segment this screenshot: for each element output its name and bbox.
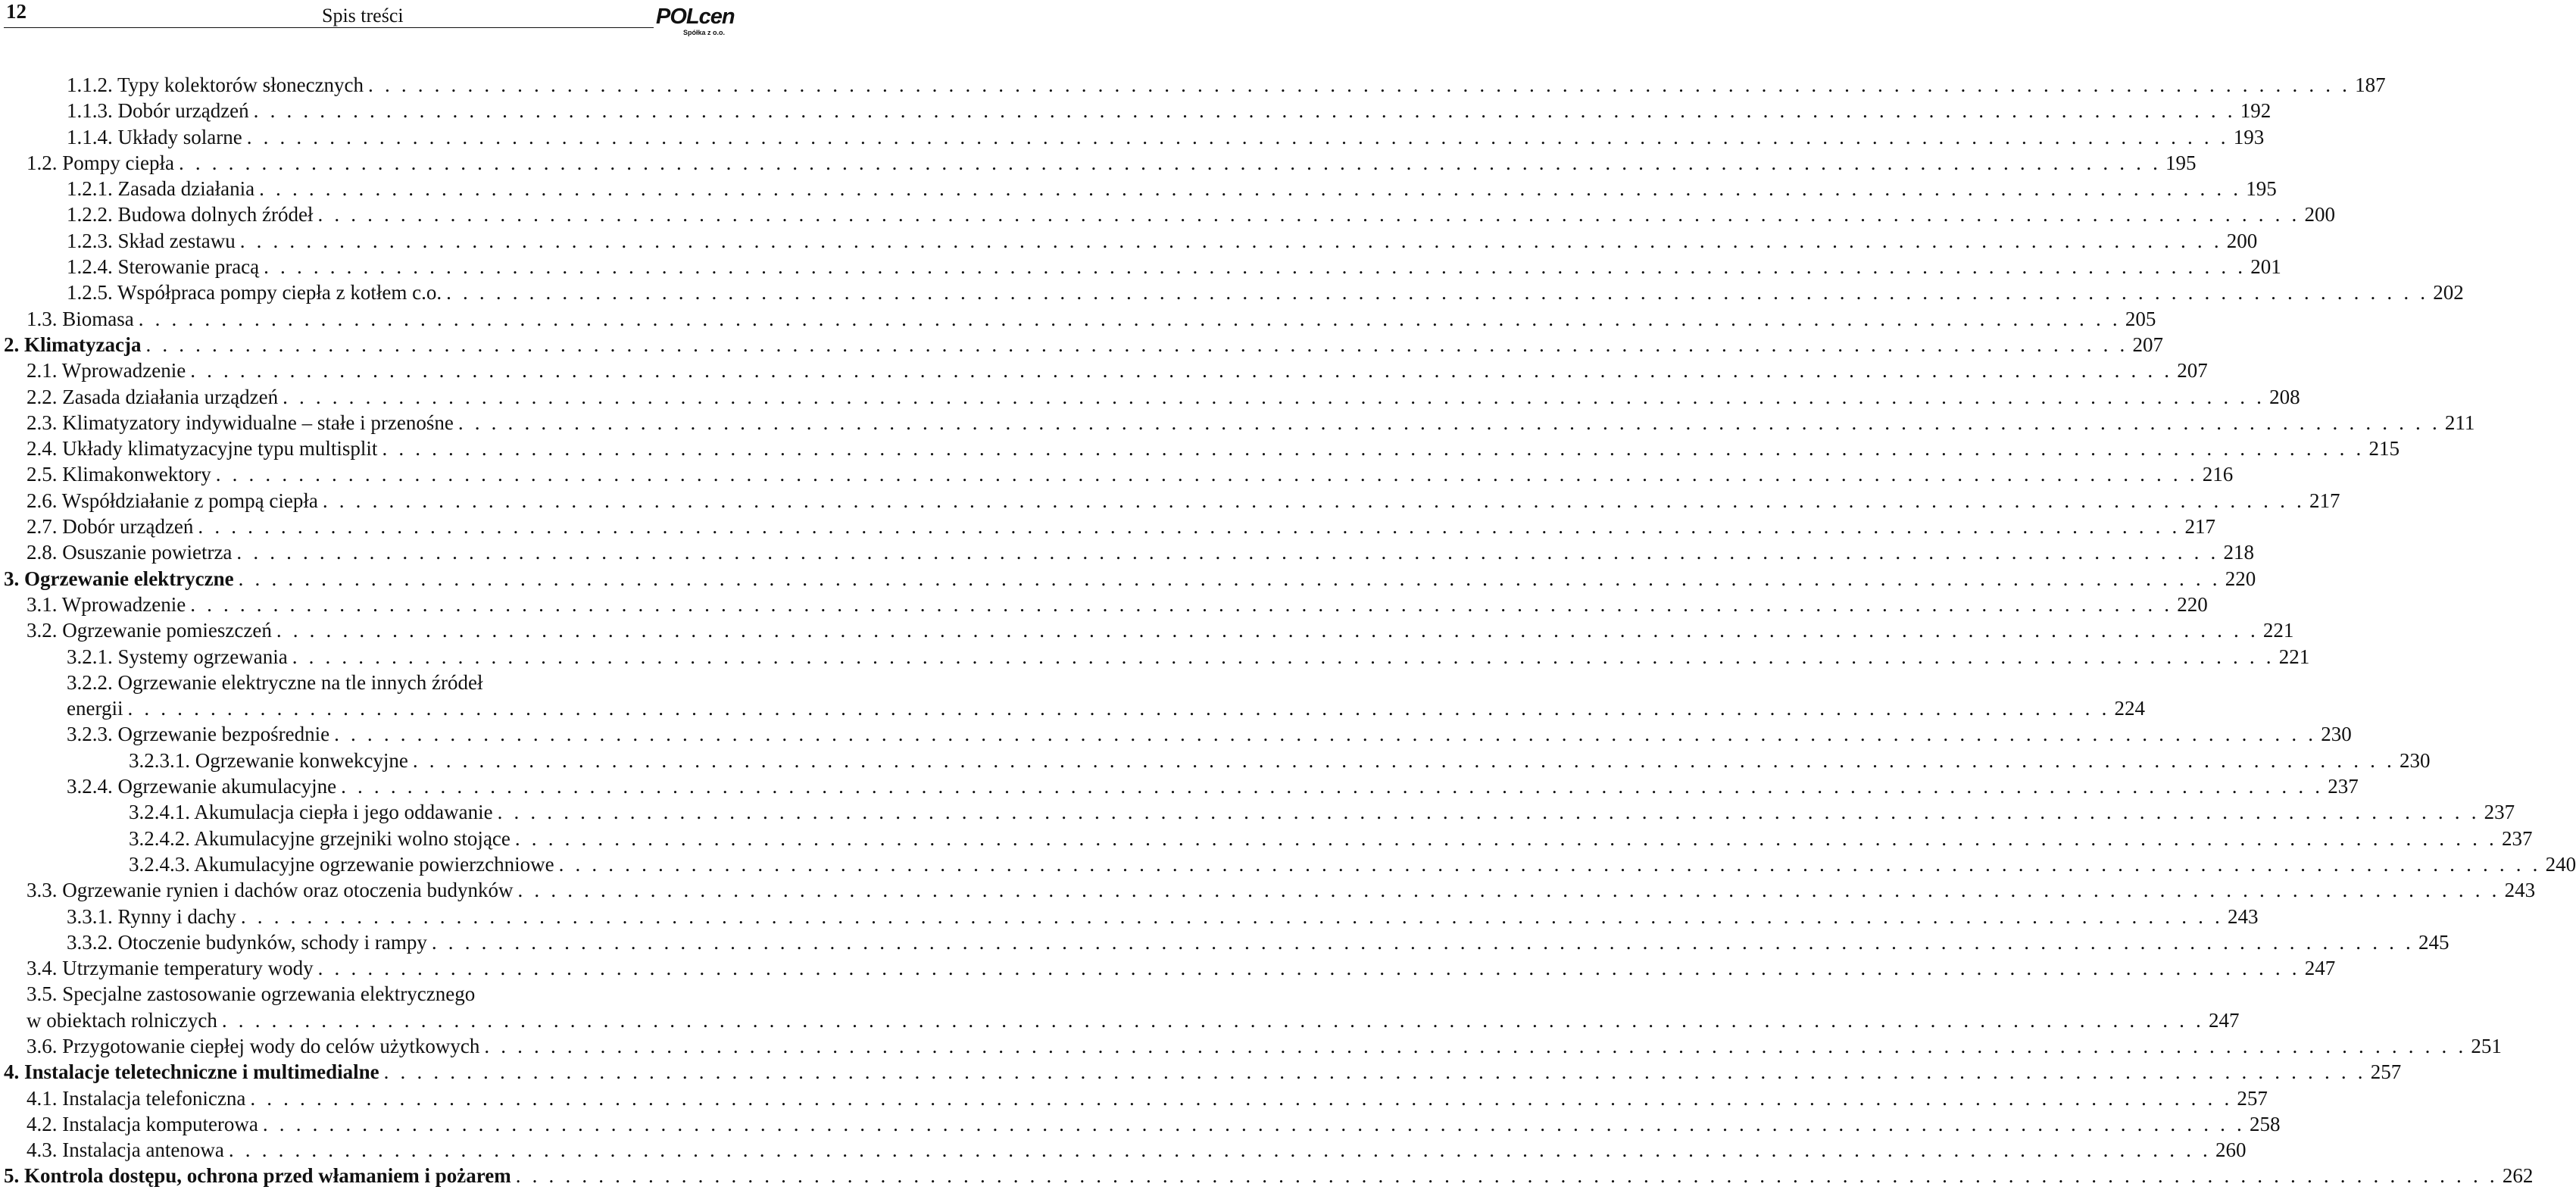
toc-entry [0, 410, 2475, 436]
dot-leader: . . . . . . . . . . . . . . . . . . . . . . . . . . . . . . . . . . . . . . . . . . . . . . . . . . . . . . . . . . . . . . . . . . . . . . . . . . . . . . . . . . . . . . . . . . . . . . . . . . . . . . . . . . . . . . . . . . . . . . . . [517, 879, 2500, 902]
toc-entry [0, 306, 2156, 332]
toc-entry-title: 3.2.4. Ogrzewanie akumulacyjne [67, 775, 337, 798]
toc-entry-title: 1.2.1. Zasada działania [67, 177, 255, 201]
toc-entry-page: 202 [2433, 281, 2464, 304]
toc-entry-title: 3.3.2. Otoczenie budynków, schody i rampy [67, 930, 427, 954]
dot-leader: . . . . . . . . . . . . . . . . . . . . . . . . . . . . . . . . . . . . . . . . . . . . . . . . . . . . . . . . . . . . . . . . . . . . . . . . . . . . . . . . . . . . . . . . . . . . . . . . . . . . . . . . . . . . . . . . . . . . . . . . [228, 1138, 2211, 1162]
toc-entry-title: 3.2.4.1. Akumulacja ciepła i jego oddawanie [129, 801, 493, 824]
dot-leader: . . . . . . . . . . . . . . . . . . . . . . . . . . . . . . . . . . . . . . . . . . . . . . . . . . . . . . . . . . . . . . . . . . . . . . . . . . . . . . . . . . . . . . . . . . . . . . . . . . . . . . . . . . . . . . . . . . . . . . . . [198, 515, 2181, 539]
toc-entry-title: 1.2.3. Skład zestawu [67, 229, 236, 252]
toc-entry-page: 240 [2545, 852, 2576, 876]
toc-entry-title: energii [67, 697, 123, 720]
toc-entry-page: 247 [2304, 957, 2336, 980]
toc-entry-title: 3.3.1. Rynny i dachy [67, 904, 236, 928]
dot-leader: . . . . . . . . . . . . . . . . . . . . . . . . . . . . . . . . . . . . . . . . . . . . . . . . . . . . . . . . . . . . . . . . . . . . . . . . . . . . . . . . . . . . . . . . . . . . . . . . . . . . . . . . . . . . . . . . . . . . . . . . [259, 177, 2242, 201]
toc-entry-page: 195 [2246, 177, 2277, 201]
toc-entry [0, 488, 2340, 514]
dot-leader: . . . . . . . . . . . . . . . . . . . . . . . . . . . . . . . . . . . . . . . . . . . . . . . . . . . . . . . . . . . . . . . . . . . . . . . . . . . . . . . . . . . . . . . . . . . . . . . . . . . . . . . . . . . . . . . . . . . . . . . . [190, 592, 2173, 616]
toc-entry [0, 201, 2335, 227]
toc-entry-page: 230 [2399, 748, 2431, 772]
dot-leader: . . . . . . . . . . . . . . . . . . . . . . . . . . . . . . . . . . . . . . . . . . . . . . . . . . . . . . . . . . . . . . . . . . . . . . . . . . . . . . . . . . . . . . . . . . . . . . . . . . . . . . . . . . . . . . . . . . . . . . . . [457, 411, 2440, 434]
toc-entry-page: 211 [2444, 411, 2475, 434]
toc-entry-title: 3.2.1. Systemy ogrzewania [67, 645, 288, 668]
toc-entry-page: 220 [2177, 592, 2208, 616]
toc-entry [0, 176, 2277, 201]
toc-entry-page: 216 [2202, 463, 2234, 486]
dot-leader: . . . . . . . . . . . . . . . . . . . . . . . . . . . . . . . . . . . . . . . . . . . . . . . . . . . . . . . . . . . . . . . . . . . . . . . . . . . . . . . . . . . . . . . . . . . . . . . . . . . . . . . . . . . . . . . . . . . . . . . . [446, 281, 2429, 304]
toc-entry-title: 1.2.2. Budowa dolnych źródeł [67, 203, 314, 226]
toc-entry-page: 245 [2418, 930, 2450, 954]
logo-subtext: Spółka z o.o. [683, 29, 726, 36]
toc-entry-page: 207 [2177, 359, 2208, 383]
toc-entry-title: 1.2.4. Sterowanie pracą [67, 255, 260, 279]
toc-entry-title: 2.7. Dobór urządzeń [27, 515, 194, 539]
toc-entry [0, 955, 2336, 981]
toc-entry [0, 98, 2272, 123]
toc-entry-continuation [0, 695, 2146, 721]
toc-entry [0, 1137, 2247, 1163]
dot-leader: . . . . . . . . . . . . . . . . . . . . . . . . . . . . . . . . . . . . . . . . . . . . . . . . . . . . . . . . . . . . . . . . . . . . . . . . . . . . . . . . . . . . . . . . . . . . . . . . . . . . . . . . . . . . . . . . . . . . . . . . [368, 73, 2351, 96]
dot-leader: . . . . . . . . . . . . . . . . . . . . . . . . . . . . . . . . . . . . . . . . . . . . . . . . . . . . . . . . . . . . . . . . . . . . . . . . . . . . . . . . . . . . . . . . . . . . . . . . . . . . . . . . . . . . . . . . . . . . . . . . [383, 1060, 2366, 1084]
toc-entry-page: 224 [2114, 697, 2146, 720]
toc-entry-page: 220 [2225, 567, 2256, 590]
dot-leader: . . . . . . . . . . . . . . . . . . . . . . . . . . . . . . . . . . . . . . . . . . . . . . . . . . . . . . . . . . . . . . . . . . . . . . . . . . . . . . . . . . . . . . . . . . . . . . . . . . . . . . . . . . . . . . . . . . . . . . . . [253, 99, 2236, 123]
dot-leader: . . . . . . . . . . . . . . . . . . . . . . . . . . . . . . . . . . . . . . . . . . . . . . . . . . . . . . . . . . . . . . . . . . . . . . . . . . . . . . . . . . . . . . . . . . . . . . . . . . . . . . . . . . . . . . . . . . . . . . . . [382, 437, 2365, 461]
toc-entry-page: 221 [2262, 619, 2294, 642]
toc-entry-title: 3.2.3.1. Ogrzewanie konwekcyjne [129, 748, 408, 772]
toc-entry [0, 72, 2386, 98]
toc-entry-page: 207 [2132, 333, 2164, 356]
toc-entry-page: 187 [2355, 73, 2386, 96]
toc-entry-title: 2.3. Klimatyzatory indywidualne – stałe i przenośne [27, 411, 454, 434]
dot-leader: . . . . . . . . . . . . . . . . . . . . . . . . . . . . . . . . . . . . . . . . . . . . . . . . . . . . . . . . . . . . . . . . . . . . . . . . . . . . . . . . . . . . . . . . . . . . . . . . . . . . . . . . . . . . . . . . . . . . . . . . [515, 1164, 2498, 1188]
dot-leader: . . . . . . . . . . . . . . . . . . . . . . . . . . . . . . . . . . . . . . . . . . . . . . . . . . . . . . . . . . . . . . . . . . . . . . . . . . . . . . . . . . . . . . . . . . . . . . . . . . . . . . . . . . . . . . . . . . . . . . . . [317, 957, 2300, 980]
toc-entry-title: 4.3. Instalacja antenowa [27, 1138, 224, 1162]
toc-entry-title: 1.1.2. Typy kolektorów słonecznych [67, 73, 364, 96]
dot-leader: . . . . . . . . . . . . . . . . . . . . . . . . . . . . . . . . . . . . . . . . . . . . . . . . . . . . . . . . . . . . . . . . . . . . . . . . . . . . . . . . . . . . . . . . . . . . . . . . . . . . . . . . . . . . . . . . . . . . . . . . [221, 1008, 2204, 1032]
toc-entry [0, 280, 2464, 305]
toc-entry-title: 3.2.3. Ogrzewanie bezpośrednie [67, 723, 330, 746]
toc-entry [0, 1033, 2502, 1059]
dot-leader: . . . . . . . . . . . . . . . . . . . . . . . . . . . . . . . . . . . . . . . . . . . . . . . . . . . . . . . . . . . . . . . . . . . . . . . . . . . . . . . . . . . . . . . . . . . . . . . . . . . . . . . . . . . . . . . . . . . . . . . . [250, 1086, 2233, 1110]
dot-leader: . . . . . . . . . . . . . . . . . . . . . . . . . . . . . . . . . . . . . . . . . . . . . . . . . . . . . . . . . . . . . . . . . . . . . . . . . . . . . . . . . . . . . . . . . . . . . . . . . . . . . . . . . . . . . . . . . . . . . . . . [497, 801, 2480, 824]
toc-entry-title: 5. Kontrola dostępu, ochrona przed włamaniem i pożarem [4, 1164, 511, 1188]
toc-entry-title: w obiektach rolniczych [27, 1008, 217, 1032]
toc-entry [0, 826, 2533, 851]
toc-entry [0, 514, 2215, 539]
toc-entry [0, 721, 2352, 747]
toc-entry-page: 257 [2237, 1086, 2268, 1110]
dot-leader: . . . . . . . . . . . . . . . . . . . . . . . . . . . . . . . . . . . . . . . . . . . . . . . . . . . . . . . . . . . . . . . . . . . . . . . . . . . . . . . . . . . . . . . . . . . . . . . . . . . . . . . . . . . . . . . . . . . . . . . . [236, 541, 2219, 564]
toc-entry-title: 4. Instalacje teletechniczne i multimedialne [4, 1060, 379, 1084]
toc-entry-title: 1.2. Pompy ciepła [27, 151, 174, 174]
toc-entry [0, 539, 2254, 565]
toc-entry [0, 981, 727, 1007]
toc-entry-page: 221 [2278, 645, 2310, 668]
toc-entry-title: 3.6. Przygotowanie ciepłej wody do celów użytkowych [27, 1034, 480, 1057]
toc-entry-page: 257 [2370, 1060, 2402, 1084]
toc-entry [0, 670, 727, 695]
toc-entry-title: 2. Klimatyzacja [4, 333, 142, 356]
toc-entry-title: 2.2. Zasada działania urządzeń [27, 385, 279, 408]
toc-entry-title: 3.3. Ogrzewanie rynien i dachów oraz otoczenia budynków [27, 879, 514, 902]
toc-entry-title: 1.2.5. Współpraca pompy ciepła z kotłem c.o. [67, 281, 442, 304]
toc-entry-title: 4.1. Instalacja telefoniczna [27, 1086, 246, 1110]
toc-entry [0, 254, 2281, 280]
dot-leader: . . . . . . . . . . . . . . . . . . . . . . . . . . . . . . . . . . . . . . . . . . . . . . . . . . . . . . . . . . . . . . . . . . . . . . . . . . . . . . . . . . . . . . . . . . . . . . . . . . . . . . . . . . . . . . . . . . . . . . . . [145, 333, 2128, 356]
dot-leader: . . . . . . . . . . . . . . . . . . . . . . . . . . . . . . . . . . . . . . . . . . . . . . . . . . . . . . . . . . . . . . . . . . . . . . . . . . . . . . . . . . . . . . . . . . . . . . . . . . . . . . . . . . . . . . . . . . . . . . . . [283, 385, 2265, 408]
dot-leader: . . . . . . . . . . . . . . . . . . . . . . . . . . . . . . . . . . . . . . . . . . . . . . . . . . . . . . . . . . . . . . . . . . . . . . . . . . . . . . . . . . . . . . . . . . . . . . . . . . . . . . . . . . . . . . . . . . . . . . . . [238, 567, 2221, 590]
dot-leader: . . . . . . . . . . . . . . . . . . . . . . . . . . . . . . . . . . . . . . . . . . . . . . . . . . . . . . . . . . . . . . . . . . . . . . . . . . . . . . . . . . . . . . . . . . . . . . . . . . . . . . . . . . . . . . . . . . . . . . . . [215, 463, 2198, 486]
toc-entry-title: 1.1.4. Układy solarne [67, 125, 242, 148]
page-header [0, 0, 735, 36]
toc-entry [0, 851, 2576, 877]
toc-entry-page: 237 [2484, 801, 2515, 824]
toc-entry [0, 748, 2431, 773]
toc-entry-page: 237 [2328, 775, 2359, 798]
toc-entry [0, 1059, 2402, 1085]
dot-leader: . . . . . . . . . . . . . . . . . . . . . . . . . . . . . . . . . . . . . . . . . . . . . . . . . . . . . . . . . . . . . . . . . . . . . . . . . . . . . . . . . . . . . . . . . . . . . . . . . . . . . . . . . . . . . . . . . . . . . . . . [127, 697, 2110, 720]
toc-entry [0, 150, 2197, 176]
toc-entry-page: 217 [2184, 515, 2215, 539]
toc-entry-title: 2.5. Klimakonwektory [27, 463, 211, 486]
toc-entry [0, 228, 2258, 254]
toc-entry-title: 3. Ogrzewanie elektryczne [4, 567, 234, 590]
toc-entry-page: 262 [2502, 1164, 2534, 1188]
toc-entry [0, 929, 2450, 955]
toc-entry-page: 200 [2304, 203, 2335, 226]
dot-leader: . . . . . . . . . . . . . . . . . . . . . . . . . . . . . . . . . . . . . . . . . . . . . . . . . . . . . . . . . . . . . . . . . . . . . . . . . . . . . . . . . . . . . . . . . . . . . . . . . . . . . . . . . . . . . . . . . . . . . . . . [239, 229, 2222, 252]
toc-entry [0, 436, 2400, 461]
dot-leader: . . . . . . . . . . . . . . . . . . . . . . . . . . . . . . . . . . . . . . . . . . . . . . . . . . . . . . . . . . . . . . . . . . . . . . . . . . . . . . . . . . . . . . . . . . . . . . . . . . . . . . . . . . . . . . . . . . . . . . . . [431, 930, 2414, 954]
header-rule [4, 27, 654, 28]
toc-entry-title: 3.4. Utrzymanie temperatury wody [27, 957, 314, 980]
toc-entry-page: 247 [2208, 1008, 2240, 1032]
dot-leader: . . . . . . . . . . . . . . . . . . . . . . . . . . . . . . . . . . . . . . . . . . . . . . . . . . . . . . . . . . . . . . . . . . . . . . . . . . . . . . . . . . . . . . . . . . . . . . . . . . . . . . . . . . . . . . . . . . . . . . . . [262, 1112, 2245, 1135]
logo-text: POLcen [656, 5, 735, 29]
toc-entry [0, 799, 2515, 825]
toc-entry [0, 124, 2265, 150]
toc-entry [0, 461, 2234, 487]
toc-entry-page: 205 [2125, 307, 2156, 330]
publisher-logo [656, 5, 735, 39]
toc-entry-page: 208 [2269, 385, 2300, 408]
dot-leader: . . . . . . . . . . . . . . . . . . . . . . . . . . . . . . . . . . . . . . . . . . . . . . . . . . . . . . . . . . . . . . . . . . . . . . . . . . . . . . . . . . . . . . . . . . . . . . . . . . . . . . . . . . . . . . . . . . . . . . . . [322, 489, 2305, 512]
header-title: Spis treści [322, 5, 404, 27]
toc-entry-page: 215 [2368, 437, 2400, 461]
toc-entry [0, 592, 2208, 617]
toc-entry-page: 218 [2223, 541, 2254, 564]
toc-entry-page: 230 [2321, 723, 2352, 746]
dot-leader: . . . . . . . . . . . . . . . . . . . . . . . . . . . . . . . . . . . . . . . . . . . . . . . . . . . . . . . . . . . . . . . . . . . . . . . . . . . . . . . . . . . . . . . . . . . . . . . . . . . . . . . . . . . . . . . . . . . . . . . . [276, 619, 2259, 642]
toc-entry-page: 258 [2249, 1112, 2281, 1135]
toc-entry-page: 195 [2165, 151, 2197, 174]
toc-entry-page: 200 [2226, 229, 2258, 252]
toc-entry-page: 201 [2250, 255, 2281, 279]
toc-entry [0, 1163, 2534, 1188]
toc-entry-title: 2.6. Współdziałanie z pompą ciepła [27, 489, 318, 512]
toc-entry-title: 3.2.2. Ogrzewanie elektryczne na tle innych źródeł [67, 670, 483, 694]
dot-leader: . . . . . . . . . . . . . . . . . . . . . . . . . . . . . . . . . . . . . . . . . . . . . . . . . . . . . . . . . . . . . . . . . . . . . . . . . . . . . . . . . . . . . . . . . . . . . . . . . . . . . . . . . . . . . . . . . . . . . . . . [317, 203, 2300, 226]
dot-leader: . . . . . . . . . . . . . . . . . . . . . . . . . . . . . . . . . . . . . . . . . . . . . . . . . . . . . . . . . . . . . . . . . . . . . . . . . . . . . . . . . . . . . . . . . . . . . . . . . . . . . . . . . . . . . . . . . . . . . . . . [178, 151, 2162, 174]
dot-leader: . . . . . . . . . . . . . . . . . . . . . . . . . . . . . . . . . . . . . . . . . . . . . . . . . . . . . . . . . . . . . . . . . . . . . . . . . . . . . . . . . . . . . . . . . . . . . . . . . . . . . . . . . . . . . . . . . . . . . . . . [558, 852, 2541, 876]
toc-entry-title: 2.8. Osuszanie powietrza [27, 541, 233, 564]
toc-entry-title: 3.2. Ogrzewanie pomieszczeń [27, 619, 272, 642]
toc-entry-page: 243 [2504, 879, 2536, 902]
dot-leader: . . . . . . . . . . . . . . . . . . . . . . . . . . . . . . . . . . . . . . . . . . . . . . . . . . . . . . . . . . . . . . . . . . . . . . . . . . . . . . . . . . . . . . . . . . . . . . . . . . . . . . . . . . . . . . . . . . . . . . . . [484, 1034, 2467, 1057]
toc-entry [0, 332, 2164, 358]
toc-entry [0, 644, 2310, 670]
toc-entry-page: 192 [2240, 99, 2272, 123]
toc-entry [0, 773, 2359, 799]
toc-entry-page: 237 [2501, 826, 2533, 850]
dot-leader: . . . . . . . . . . . . . . . . . . . . . . . . . . . . . . . . . . . . . . . . . . . . . . . . . . . . . . . . . . . . . . . . . . . . . . . . . . . . . . . . . . . . . . . . . . . . . . . . . . . . . . . . . . . . . . . . . . . . . . . . [341, 775, 2324, 798]
toc-entry [0, 1111, 2281, 1137]
page-number: 12 [6, 0, 27, 23]
toc-entry-title: 4.2. Instalacja komputerowa [27, 1112, 258, 1135]
toc-entry-title: 3.2.4.2. Akumulacyjne grzejniki wolno stojące [129, 826, 511, 850]
toc-entry-page: 251 [2471, 1034, 2502, 1057]
toc-entry-page: 217 [2309, 489, 2340, 512]
toc-entry [0, 1085, 2268, 1111]
toc-entry-title: 2.1. Wprowadzenie [27, 359, 186, 383]
dot-leader: . . . . . . . . . . . . . . . . . . . . . . . . . . . . . . . . . . . . . . . . . . . . . . . . . . . . . . . . . . . . . . . . . . . . . . . . . . . . . . . . . . . . . . . . . . . . . . . . . . . . . . . . . . . . . . . . . . . . . . . . [412, 748, 2395, 772]
dot-leader: . . . . . . . . . . . . . . . . . . . . . . . . . . . . . . . . . . . . . . . . . . . . . . . . . . . . . . . . . . . . . . . . . . . . . . . . . . . . . . . . . . . . . . . . . . . . . . . . . . . . . . . . . . . . . . . . . . . . . . . . [334, 723, 2317, 746]
toc-entry [0, 358, 2208, 383]
toc-entry [0, 904, 2259, 929]
dot-leader: . . . . . . . . . . . . . . . . . . . . . . . . . . . . . . . . . . . . . . . . . . . . . . . . . . . . . . . . . . . . . . . . . . . . . . . . . . . . . . . . . . . . . . . . . . . . . . . . . . . . . . . . . . . . . . . . . . . . . . . . [264, 255, 2247, 279]
dot-leader: . . . . . . . . . . . . . . . . . . . . . . . . . . . . . . . . . . . . . . . . . . . . . . . . . . . . . . . . . . . . . . . . . . . . . . . . . . . . . . . . . . . . . . . . . . . . . . . . . . . . . . . . . . . . . . . . . . . . . . . . [240, 904, 2223, 928]
toc-entry-continuation [0, 1007, 2240, 1033]
toc-entry-title: 1.1.3. Dobór urządzeń [67, 99, 249, 123]
toc-entry [0, 384, 2300, 410]
toc-entry-page: 243 [2227, 904, 2259, 928]
toc-entry-title: 2.4. Układy klimatyzacyjne typu multisplit [27, 437, 378, 461]
toc-entry-title: 3.1. Wprowadzenie [27, 592, 186, 616]
toc-entry-page: 193 [2233, 125, 2265, 148]
toc-entry [0, 566, 2256, 592]
table-of-contents [0, 72, 2576, 1189]
toc-entry-title: 3.5. Specjalne zastosowanie ogrzewania elektrycznego [27, 982, 476, 1006]
dot-leader: . . . . . . . . . . . . . . . . . . . . . . . . . . . . . . . . . . . . . . . . . . . . . . . . . . . . . . . . . . . . . . . . . . . . . . . . . . . . . . . . . . . . . . . . . . . . . . . . . . . . . . . . . . . . . . . . . . . . . . . . [292, 645, 2275, 668]
dot-leader: . . . . . . . . . . . . . . . . . . . . . . . . . . . . . . . . . . . . . . . . . . . . . . . . . . . . . . . . . . . . . . . . . . . . . . . . . . . . . . . . . . . . . . . . . . . . . . . . . . . . . . . . . . . . . . . . . . . . . . . . [514, 826, 2497, 850]
toc-entry [0, 617, 2294, 643]
toc-entry-title: 3.2.4.3. Akumulacyjne ogrzewanie powierzchniowe [129, 852, 554, 876]
dot-leader: . . . . . . . . . . . . . . . . . . . . . . . . . . . . . . . . . . . . . . . . . . . . . . . . . . . . . . . . . . . . . . . . . . . . . . . . . . . . . . . . . . . . . . . . . . . . . . . . . . . . . . . . . . . . . . . . . . . . . . . . [138, 307, 2121, 330]
dot-leader: . . . . . . . . . . . . . . . . . . . . . . . . . . . . . . . . . . . . . . . . . . . . . . . . . . . . . . . . . . . . . . . . . . . . . . . . . . . . . . . . . . . . . . . . . . . . . . . . . . . . . . . . . . . . . . . . . . . . . . . . [190, 359, 2173, 383]
dot-leader: . . . . . . . . . . . . . . . . . . . . . . . . . . . . . . . . . . . . . . . . . . . . . . . . . . . . . . . . . . . . . . . . . . . . . . . . . . . . . . . . . . . . . . . . . . . . . . . . . . . . . . . . . . . . . . . . . . . . . . . . [246, 125, 2229, 148]
toc-entry-page: 260 [2215, 1138, 2247, 1162]
toc-entry-title: 1.3. Biomasa [27, 307, 134, 330]
toc-entry [0, 877, 2536, 903]
